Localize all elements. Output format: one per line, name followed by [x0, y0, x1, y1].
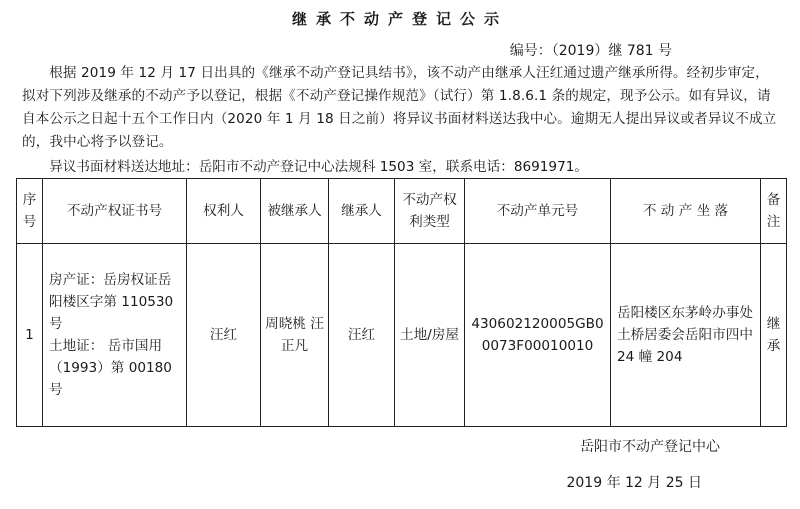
- issue-date: 2019 年 12 月 25 日: [566, 475, 702, 491]
- cell-owner: 汪红: [187, 244, 261, 427]
- header-remark: 备注: [761, 179, 787, 244]
- header-cert: 不动产权证书号: [43, 179, 187, 244]
- cell-decedent: 周晓桃 汪正凡: [261, 244, 329, 427]
- cert-house: 房产证：岳房权证岳阳楼区字第 110530 号: [49, 272, 174, 332]
- header-owner: 权利人: [187, 179, 261, 244]
- header-seq: 序号: [17, 179, 43, 244]
- property-table: [16, 178, 787, 427]
- header-decedent: 被继承人: [261, 179, 329, 244]
- document-title: 继承不动产登记公示: [291, 10, 508, 28]
- issuer-signature: 岳阳市不动产登记中心: [580, 439, 720, 455]
- table-row: [17, 244, 787, 427]
- cell-right-type: 土地/房屋: [395, 244, 465, 427]
- cell-remark: 继承: [761, 244, 787, 427]
- notice-paragraph: 根据 2019 年 12 月 17 日出具的《继承不动产登记具结书》，该不动产由继承人汪红通过遗产继承所得。经初步审定， 拟对下列涉及继承的不动产予以登记，根据《不动产登记操作规范》（试行）第 1.8.6.1 条的规定，现予公示。如有异议，请自本公示之日起十五个工作日内（2020 年 1 月 18 日之前）将异议书面材料送达我中心。逾期无人提出异议或者异议不成立的，我中心将予以登记。: [22, 65, 777, 150]
- cell-unit-no: 430602120005GB00073F00010010: [465, 244, 611, 427]
- objection-address: 异议书面材料送达地址：岳阳市不动产登记中心法规科 1503 室，联系电话：8691971。: [49, 159, 588, 175]
- header-unit-no: 不动产单元号: [465, 179, 611, 244]
- header-right-type: 不动产权利类型: [395, 179, 465, 244]
- cell-seq: 1: [17, 244, 43, 427]
- document-number: 编号：（2019）继 781 号: [509, 43, 672, 59]
- cell-cert: [43, 244, 187, 427]
- cell-location: 岳阳楼区东茅岭办事处土桥居委会岳阳市四中 24 幢 204: [611, 244, 761, 427]
- cell-heir: 汪红: [329, 244, 395, 427]
- header-location: 不 动 产 坐 落: [611, 179, 761, 244]
- cert-land: 土地证： 岳市国用（1993）第 00180 号: [49, 338, 172, 398]
- header-heir: 继承人: [329, 179, 395, 244]
- table-header-row: [17, 179, 787, 244]
